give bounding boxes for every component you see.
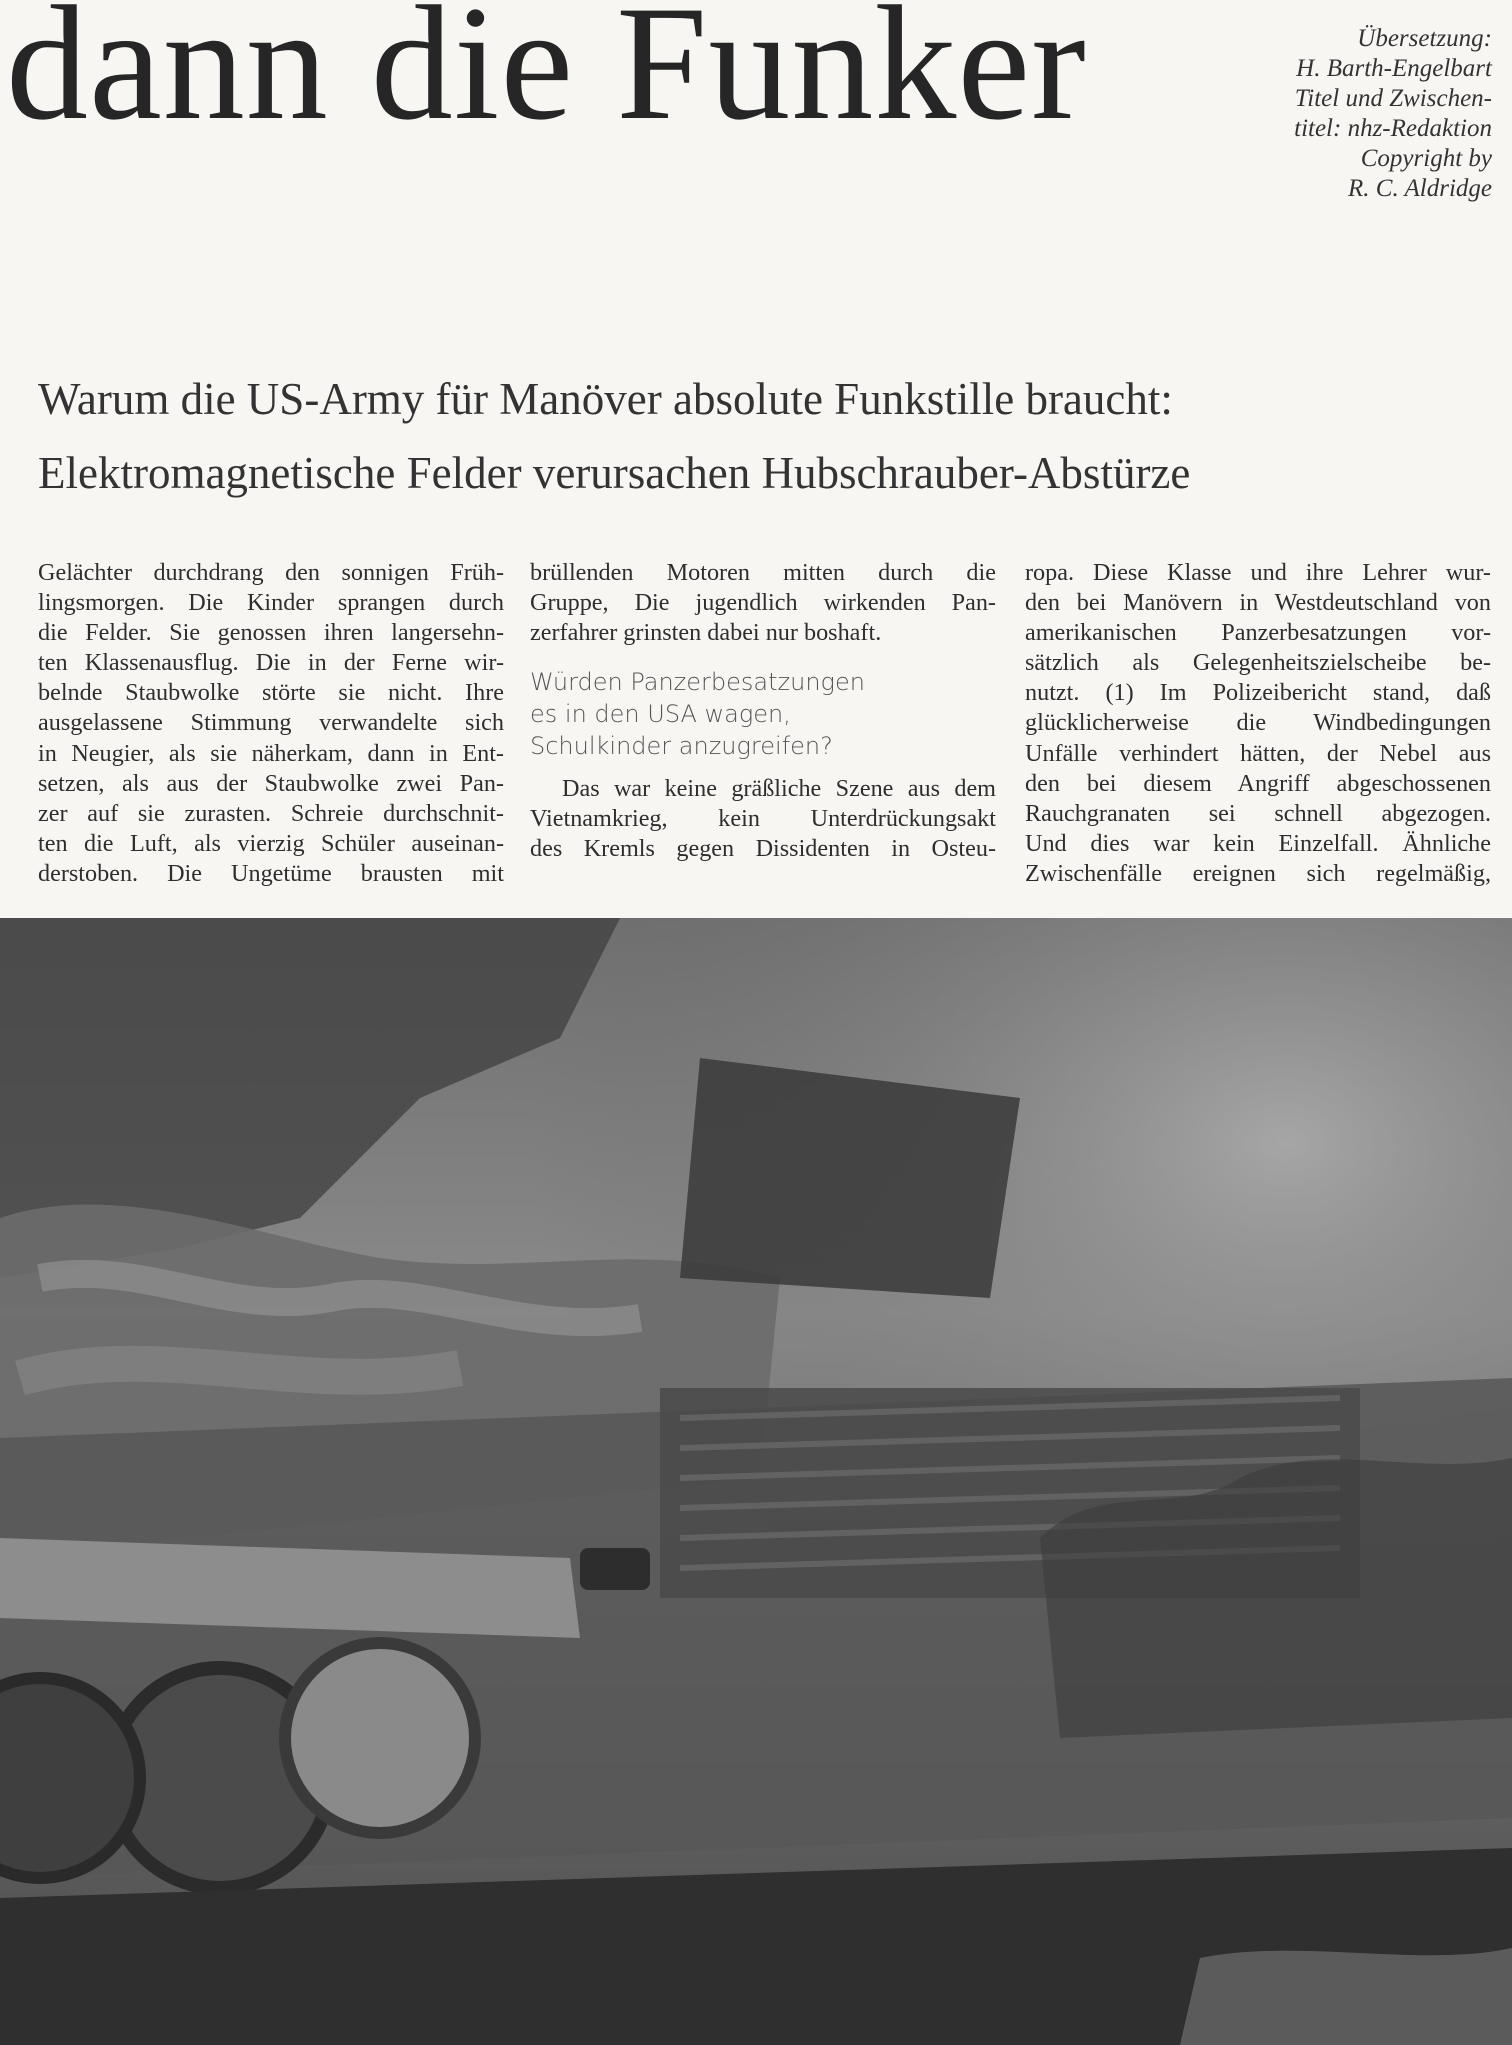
article-column-3 xyxy=(1025,558,1491,889)
text-line: ten die Luft, als vierzig Schüler auseinan- xyxy=(38,829,504,857)
text-line: nutzt. (1) Im Polizeibericht stand, daß xyxy=(1025,679,1491,707)
text-line: Und dies war kein Einzelfall. Ähnliche xyxy=(1025,829,1491,857)
text-line: Das war keine gräßliche Szene aus dem xyxy=(562,775,996,803)
text-line: Rauchgranaten sei schnell abgezogen. xyxy=(1025,799,1491,827)
text-line: sätzlich als Gelegenheitszielscheibe be- xyxy=(1025,649,1491,677)
text-line: des Kremls gegen Dissidenten in Osteu- xyxy=(530,835,996,863)
subheadline-line-1: Warum die US-Army für Manöver absolute Funkstille braucht: xyxy=(38,374,1173,424)
text-line: setzen, als aus der Staubwolke zwei Pan- xyxy=(38,769,504,797)
text-line: amerikanischen Panzerbesatzungen vor- xyxy=(1025,619,1491,647)
text-line: zer auf sie zurasten. Schreie durchschnit- xyxy=(38,799,504,827)
article-columns xyxy=(0,558,1512,898)
translation-credits xyxy=(1232,24,1492,204)
text-line: Zwischenfälle ereignen sich regelmäßig, xyxy=(1025,859,1491,887)
credit-line: titel: nhz-Redaktion xyxy=(1294,115,1492,142)
credit-line: Übersetzung: xyxy=(1357,25,1492,52)
subheadline-line-2: Elektromagnetische Felder verursachen Hubschrauber-Abstürze xyxy=(38,448,1191,498)
text-line: ten Klassenausflug. Die in der Ferne wir- xyxy=(38,649,504,677)
text-line: Gelächter durchdrang den sonnigen Früh- xyxy=(38,559,504,586)
text-line: brüllenden Motoren mitten durch die xyxy=(530,559,996,586)
pull-quote-line: Schulkinder anzugreifen? xyxy=(530,732,833,761)
credit-line: R. C. Aldridge xyxy=(1348,175,1492,202)
pull-quote xyxy=(530,666,996,762)
credit-line: H. Barth-Engelbart xyxy=(1296,55,1492,82)
text-line: Vietnamkrieg, kein Unterdrückungsakt xyxy=(530,805,996,833)
text-line: derstoben. Die Ungetüme brausten mit xyxy=(38,859,504,887)
article-column-1 xyxy=(38,558,504,889)
text-line: ropa. Diese Klasse und ihre Lehrer wur- xyxy=(1025,559,1491,586)
text-line: belnde Staubwolke störte sie nicht. Ihre xyxy=(38,679,504,707)
text-line: die Felder. Sie genossen ihren langersehn- xyxy=(38,619,504,647)
credit-line: Titel und Zwischen- xyxy=(1294,85,1492,112)
pull-quote-line: es in den USA wagen, xyxy=(530,700,791,729)
text-line: in Neugier, als sie näherkam, dann in Ent- xyxy=(38,739,504,767)
headline: dann die Funker xyxy=(6,0,1087,154)
text-line: den bei Manövern in Westdeutschland von xyxy=(1025,589,1491,617)
text-line: Gruppe, Die jugendlich wirkenden Pan- xyxy=(530,589,996,617)
text-line: glücklicherweise die Windbedingungen xyxy=(1025,709,1491,737)
article-column-2 xyxy=(530,558,996,865)
credit-line: Copyright by xyxy=(1360,145,1492,172)
text-line: Unfälle verhindert hätten, der Nebel aus xyxy=(1025,739,1491,767)
tank-photo xyxy=(0,918,1512,2045)
text-line: den bei diesem Angriff abgeschossenen xyxy=(1025,769,1491,797)
subheadline xyxy=(38,362,1498,510)
text-line: ausgelassene Stimmung verwandelte sich xyxy=(38,709,504,737)
text-line: zerfahrer grinsten dabei nur boshaft. xyxy=(530,619,882,647)
pull-quote-line: Würden Panzerbesatzungen xyxy=(530,668,865,697)
text-line: lingsmorgen. Die Kinder sprangen durch xyxy=(38,589,504,617)
